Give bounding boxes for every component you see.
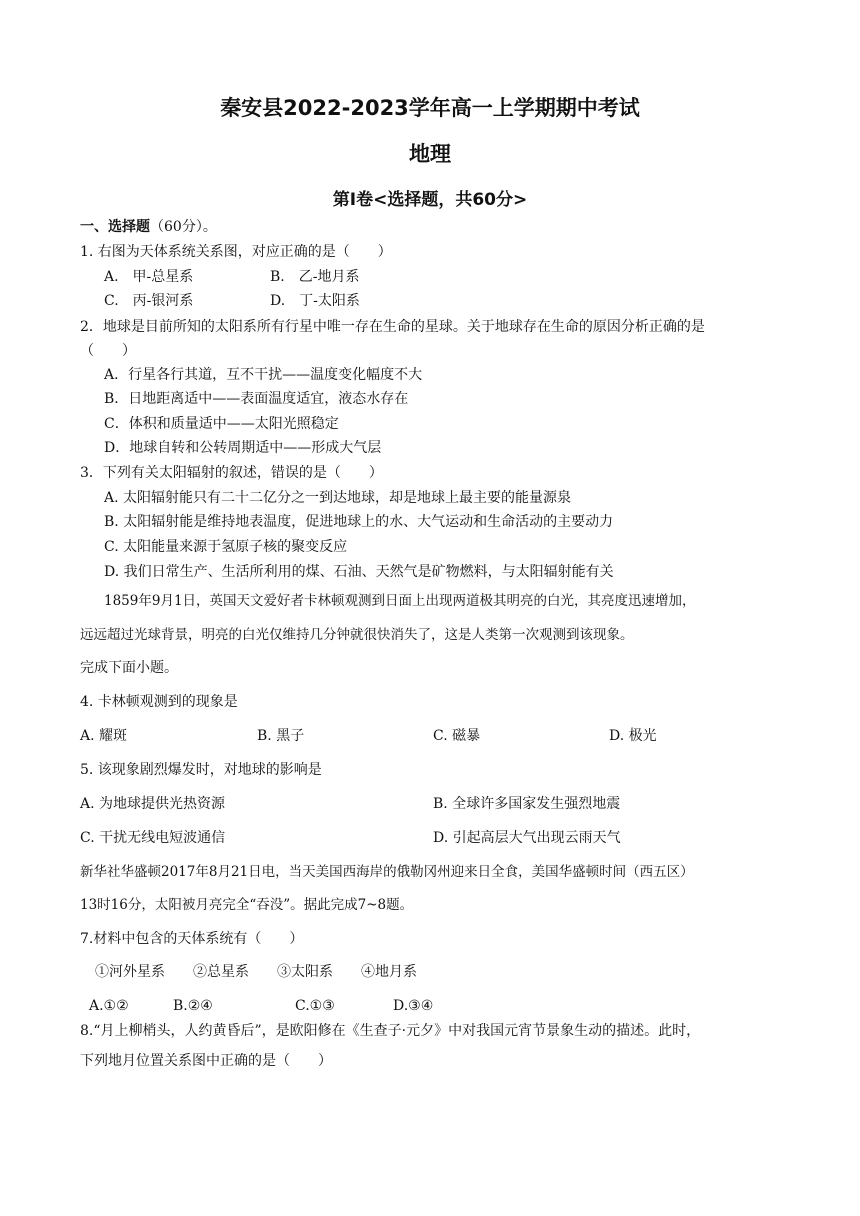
part-heading xyxy=(80,219,217,236)
q7-stem: 7.材料中包含的天体系统有（ ） xyxy=(80,931,304,947)
q2-option-b: B．日地距离适中——表面温度适宜，液态水存在 xyxy=(104,391,409,407)
q8-stem-line1: 8.“月上柳梢头，人约黄昏后”，是欧阳修在《生查子·元夕》中对我国元宵节景象生动的描述。此时， xyxy=(80,1023,701,1039)
part-heading-label: 一、选择题 xyxy=(80,219,150,235)
q1-option-c: C. 丙-银河系 xyxy=(104,293,194,309)
q2-option-c: C．体积和质量适中——太阳光照稳定 xyxy=(104,416,339,432)
q2-option-d: D．地球自转和公转周期适中——形成大气层 xyxy=(104,440,382,456)
q1-option-b: B. 乙-地月系 xyxy=(270,269,360,285)
q3-option-b: B. 太阳辐射能是维持地表温度，促进地球上的水、大气运动和生命活动的主要动力 xyxy=(104,514,614,530)
q7-items: ①河外星系 ②总星系 ③太阳系 ④地月系 xyxy=(95,964,417,980)
passage2-line1: 新华社华盛顿2017年8月21日电，当天美国西海岸的俄勒冈州迎来日全食，美国华盛顿时间（西五区） xyxy=(80,864,694,880)
q3-option-a: A. 太阳辐射能只有二十二亿分之一到达地球，却是地球上最主要的能量源泉 xyxy=(104,490,572,506)
passage1-line2: 远远超过光球背景，明亮的白光仅维持几分钟就很快消失了，这是人类第一次观测到该现象。 xyxy=(80,627,634,643)
q5-option-c: C. 干扰无线电短波通信 xyxy=(80,830,226,846)
q2-stem: 2．地球是目前所知的太阳系所有行星中唯一存在生命的星球。关于地球存在生命的原因分析正确的是 xyxy=(80,319,705,335)
q7-option-a: A.①② xyxy=(89,998,129,1014)
passage1-line1: 1859年9月1日，英国天文爱好者卡林顿观测到日面上出现两道极其明亮的白光，其亮度迅速增加， xyxy=(104,593,696,609)
q5-option-a: A. 为地球提供光热资源 xyxy=(80,796,226,812)
q7-option-b: B.②④ xyxy=(173,998,213,1014)
q1-option-a: A. 甲-总星系 xyxy=(104,269,194,285)
q3-stem: 3．下列有关太阳辐射的叙述，错误的是（ ） xyxy=(80,465,383,481)
exam-title: 秦安县2022-2023学年高一上学期期中考试 xyxy=(220,96,640,120)
q4-option-d: D. 极光 xyxy=(609,728,657,744)
part-heading-points: （60分）。 xyxy=(150,219,217,235)
q1-stem: 1. 右图为天体系统关系图，对应正确的是（ ） xyxy=(80,244,392,260)
q3-option-c: C. 太阳能量来源于氢原子核的聚变反应 xyxy=(104,539,348,555)
q2-answer-paren: （ ） xyxy=(80,343,136,359)
exam-subject: 地理 xyxy=(409,142,451,166)
q7-option-c: C.①③ xyxy=(295,998,335,1014)
q7-option-d: D.③④ xyxy=(393,998,434,1014)
q4-option-c: C. 磁暴 xyxy=(433,728,481,744)
q1-option-d: D. 丁-太阳系 xyxy=(270,293,360,309)
q4-option-b: B. 黑子 xyxy=(257,728,305,744)
q5-stem: 5. 该现象剧烈爆发时，对地球的影响是 xyxy=(80,762,322,778)
q3-option-d: D. 我们日常生产、生活所利用的煤、石油、天然气是矿物燃料，与太阳辐射能有关 xyxy=(104,564,614,580)
q5-option-d: D. 引起高层大气出现云雨天气 xyxy=(433,830,621,846)
section-title: 第Ⅰ卷<选择题，共60分> xyxy=(332,190,528,210)
q5-option-b: B. 全球许多国家发生强烈地震 xyxy=(433,796,621,812)
q4-option-a: A. 耀斑 xyxy=(80,728,128,744)
q8-stem-line2: 下列地月位置关系图中正确的是（ ） xyxy=(80,1053,332,1069)
passage1-instruction: 完成下面小题。 xyxy=(80,660,178,676)
q4-stem: 4. 卡林顿观测到的现象是 xyxy=(80,694,238,710)
q2-option-a: A．行星各行其道，互不干扰——温度变化幅度不大 xyxy=(104,367,423,383)
passage2-line2: 13时16分，太阳被月亮完全“吞没”。据此完成7~8题。 xyxy=(80,897,414,913)
